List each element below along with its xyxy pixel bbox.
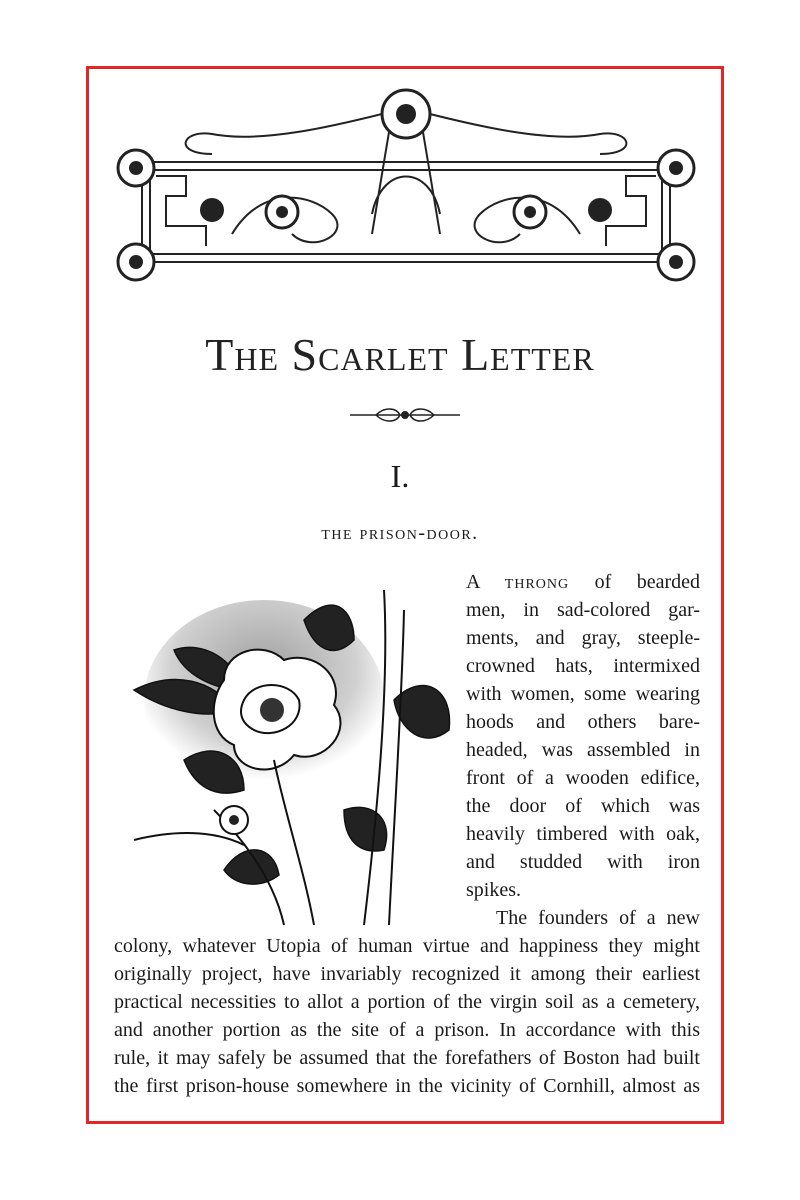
text-line: crowned hats, intermixed [466, 655, 700, 677]
text-line: front of a wooden edifice, [466, 767, 700, 789]
paragraph-one-first-line [466, 568, 700, 596]
first-word: A [466, 571, 480, 593]
chapter-number: I. [390, 458, 410, 494]
text-line: spikes. [466, 879, 521, 901]
text-line: headed, was assembled in [466, 739, 700, 761]
lead-in-small-caps: throng [504, 571, 570, 593]
text-line: the first prison-house somewhere in the vicinity of Cornhill, almost as [114, 1075, 700, 1097]
text-line: and studded with iron [466, 851, 700, 873]
paragraph-one-side-column [466, 568, 700, 932]
text-line: originally project, have invariably recognized it among their earliest [114, 963, 700, 985]
ornamental-divider [348, 404, 462, 426]
text-line: and another portion as the site of a prison. In accordance with this [114, 1019, 700, 1041]
first-line-rest: of bearded [594, 571, 700, 593]
text-line: practical necessities to allot a portion of the virgin soil as a cemetery, [114, 991, 700, 1013]
text-line: with women, some wearing [466, 683, 700, 705]
text-line: hoods and others bare- [466, 711, 700, 733]
text-line: colony, whatever Utopia of human virtue and happiness they might [114, 935, 700, 957]
ornamental-headpiece [112, 84, 700, 294]
text-line: men, in sad-colored gar- [466, 599, 700, 621]
rose-engraving-illustration [114, 580, 456, 928]
text-line: ments, and gray, steeple- [466, 627, 700, 649]
text-line: heavily timbered with oak, [466, 823, 700, 845]
paragraph-two-body [114, 932, 700, 1100]
chapter-title: the prison-door. [321, 522, 479, 544]
book-title: The Scarlet Letter [205, 329, 595, 380]
text-line: the door of which was [466, 795, 700, 817]
text-line: rule, it may safely be assumed that the forefathers of Boston had built [114, 1047, 700, 1069]
paragraph-two-first-line: The founders of a new [496, 907, 700, 929]
